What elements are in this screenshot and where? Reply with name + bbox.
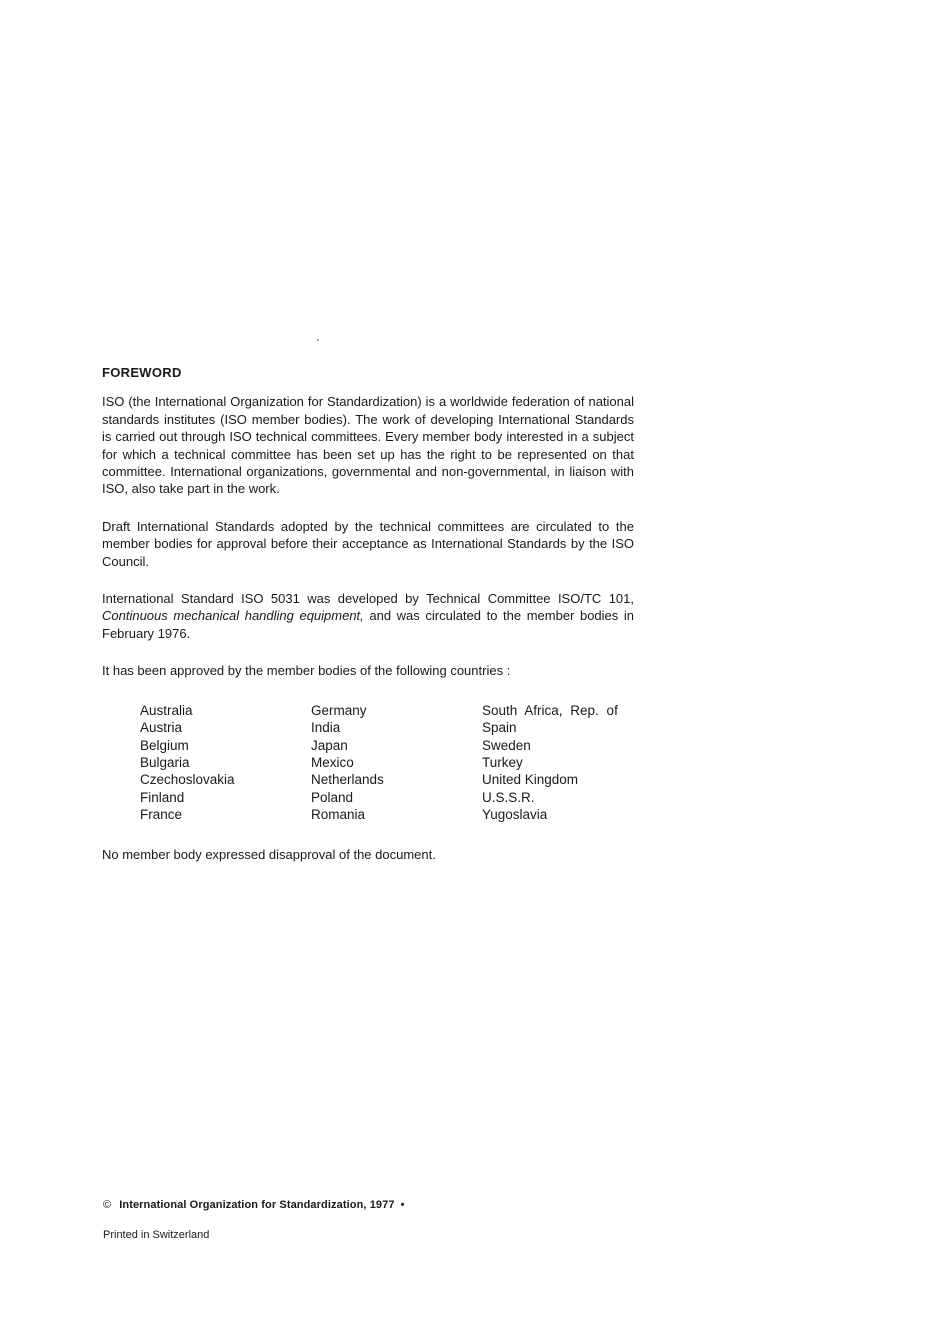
country-name: Spain — [482, 720, 517, 736]
foreword-heading: FOREWORD — [102, 365, 182, 380]
foreword-paragraph-draft-standards: Draft International Standards adopted by the technical committees are circulated to the member bodies for approval before their acceptance as International Standards by the ISO Council. — [102, 518, 634, 569]
foreword-paragraph-iso-5031 — [102, 590, 634, 642]
country-name: Romania — [311, 807, 366, 823]
country-name: Australia — [140, 702, 193, 718]
country-name: Sweden — [482, 737, 531, 753]
country-column-1 — [140, 702, 311, 824]
foreword-section — [102, 364, 634, 863]
country-name: U.S.S.R. — [482, 789, 535, 805]
country-name: Austria — [140, 720, 183, 736]
country-name: Mexico — [311, 754, 354, 770]
country-name: Czechoslovakia — [140, 772, 235, 788]
country-name: Poland — [311, 789, 354, 805]
bullet-icon: • — [400, 1199, 405, 1211]
printed-in-line: Printed in Switzerland — [103, 1229, 210, 1241]
copyright-line — [103, 1199, 405, 1211]
country-name: India — [311, 720, 341, 736]
country-name: Germany — [311, 702, 367, 718]
foreword-paragraph-iso-description: ISO (the International Organization for Standardization) is a worldwide federation of national standards institutes (ISO member bodies). The work of developing International Standards is carried out through ISO technical committees. Every member body interested in a subject for which a technical committee has been set up has the right to be represented on that committee. International organizations, governmental and non-governmental, in liaison with ISO, also take part in the work. — [102, 394, 634, 497]
country-name: Yugoslavia — [482, 807, 548, 823]
country-name: Belgium — [140, 737, 189, 753]
country-name: United Kingdom — [482, 772, 579, 788]
foreword-paragraph-no-disapproval: No member body expressed disapproval of the document. — [102, 846, 436, 862]
scan-speck — [317, 339, 319, 341]
country-name: Turkey — [482, 754, 523, 770]
iso-5031-text-before: International Standard ISO 5031 was developed by Technical Committee ISO/TC 101, — [102, 591, 634, 607]
country-column-3 — [482, 702, 642, 824]
approving-countries-list — [140, 702, 634, 824]
country-column-2 — [311, 702, 482, 824]
committee-title: Continuous mechanical handling equipment, — [102, 608, 364, 624]
iso-5031-text-after: and was circulated to the member bodies in February 1976. — [102, 608, 634, 641]
foreword-paragraph-approval: It has been approved by the member bodies of the following countries : — [102, 663, 511, 679]
country-name: France — [140, 807, 183, 823]
country-name: Netherlands — [311, 772, 384, 788]
country-name: Bulgaria — [140, 754, 190, 770]
country-name: Finland — [140, 789, 185, 805]
country-name: Japan — [311, 737, 348, 753]
copyright-text: International Organization for Standardization, 1977 — [119, 1199, 395, 1211]
copyright-symbol: © — [103, 1199, 112, 1211]
country-name: South Africa, Rep. of — [482, 702, 618, 718]
